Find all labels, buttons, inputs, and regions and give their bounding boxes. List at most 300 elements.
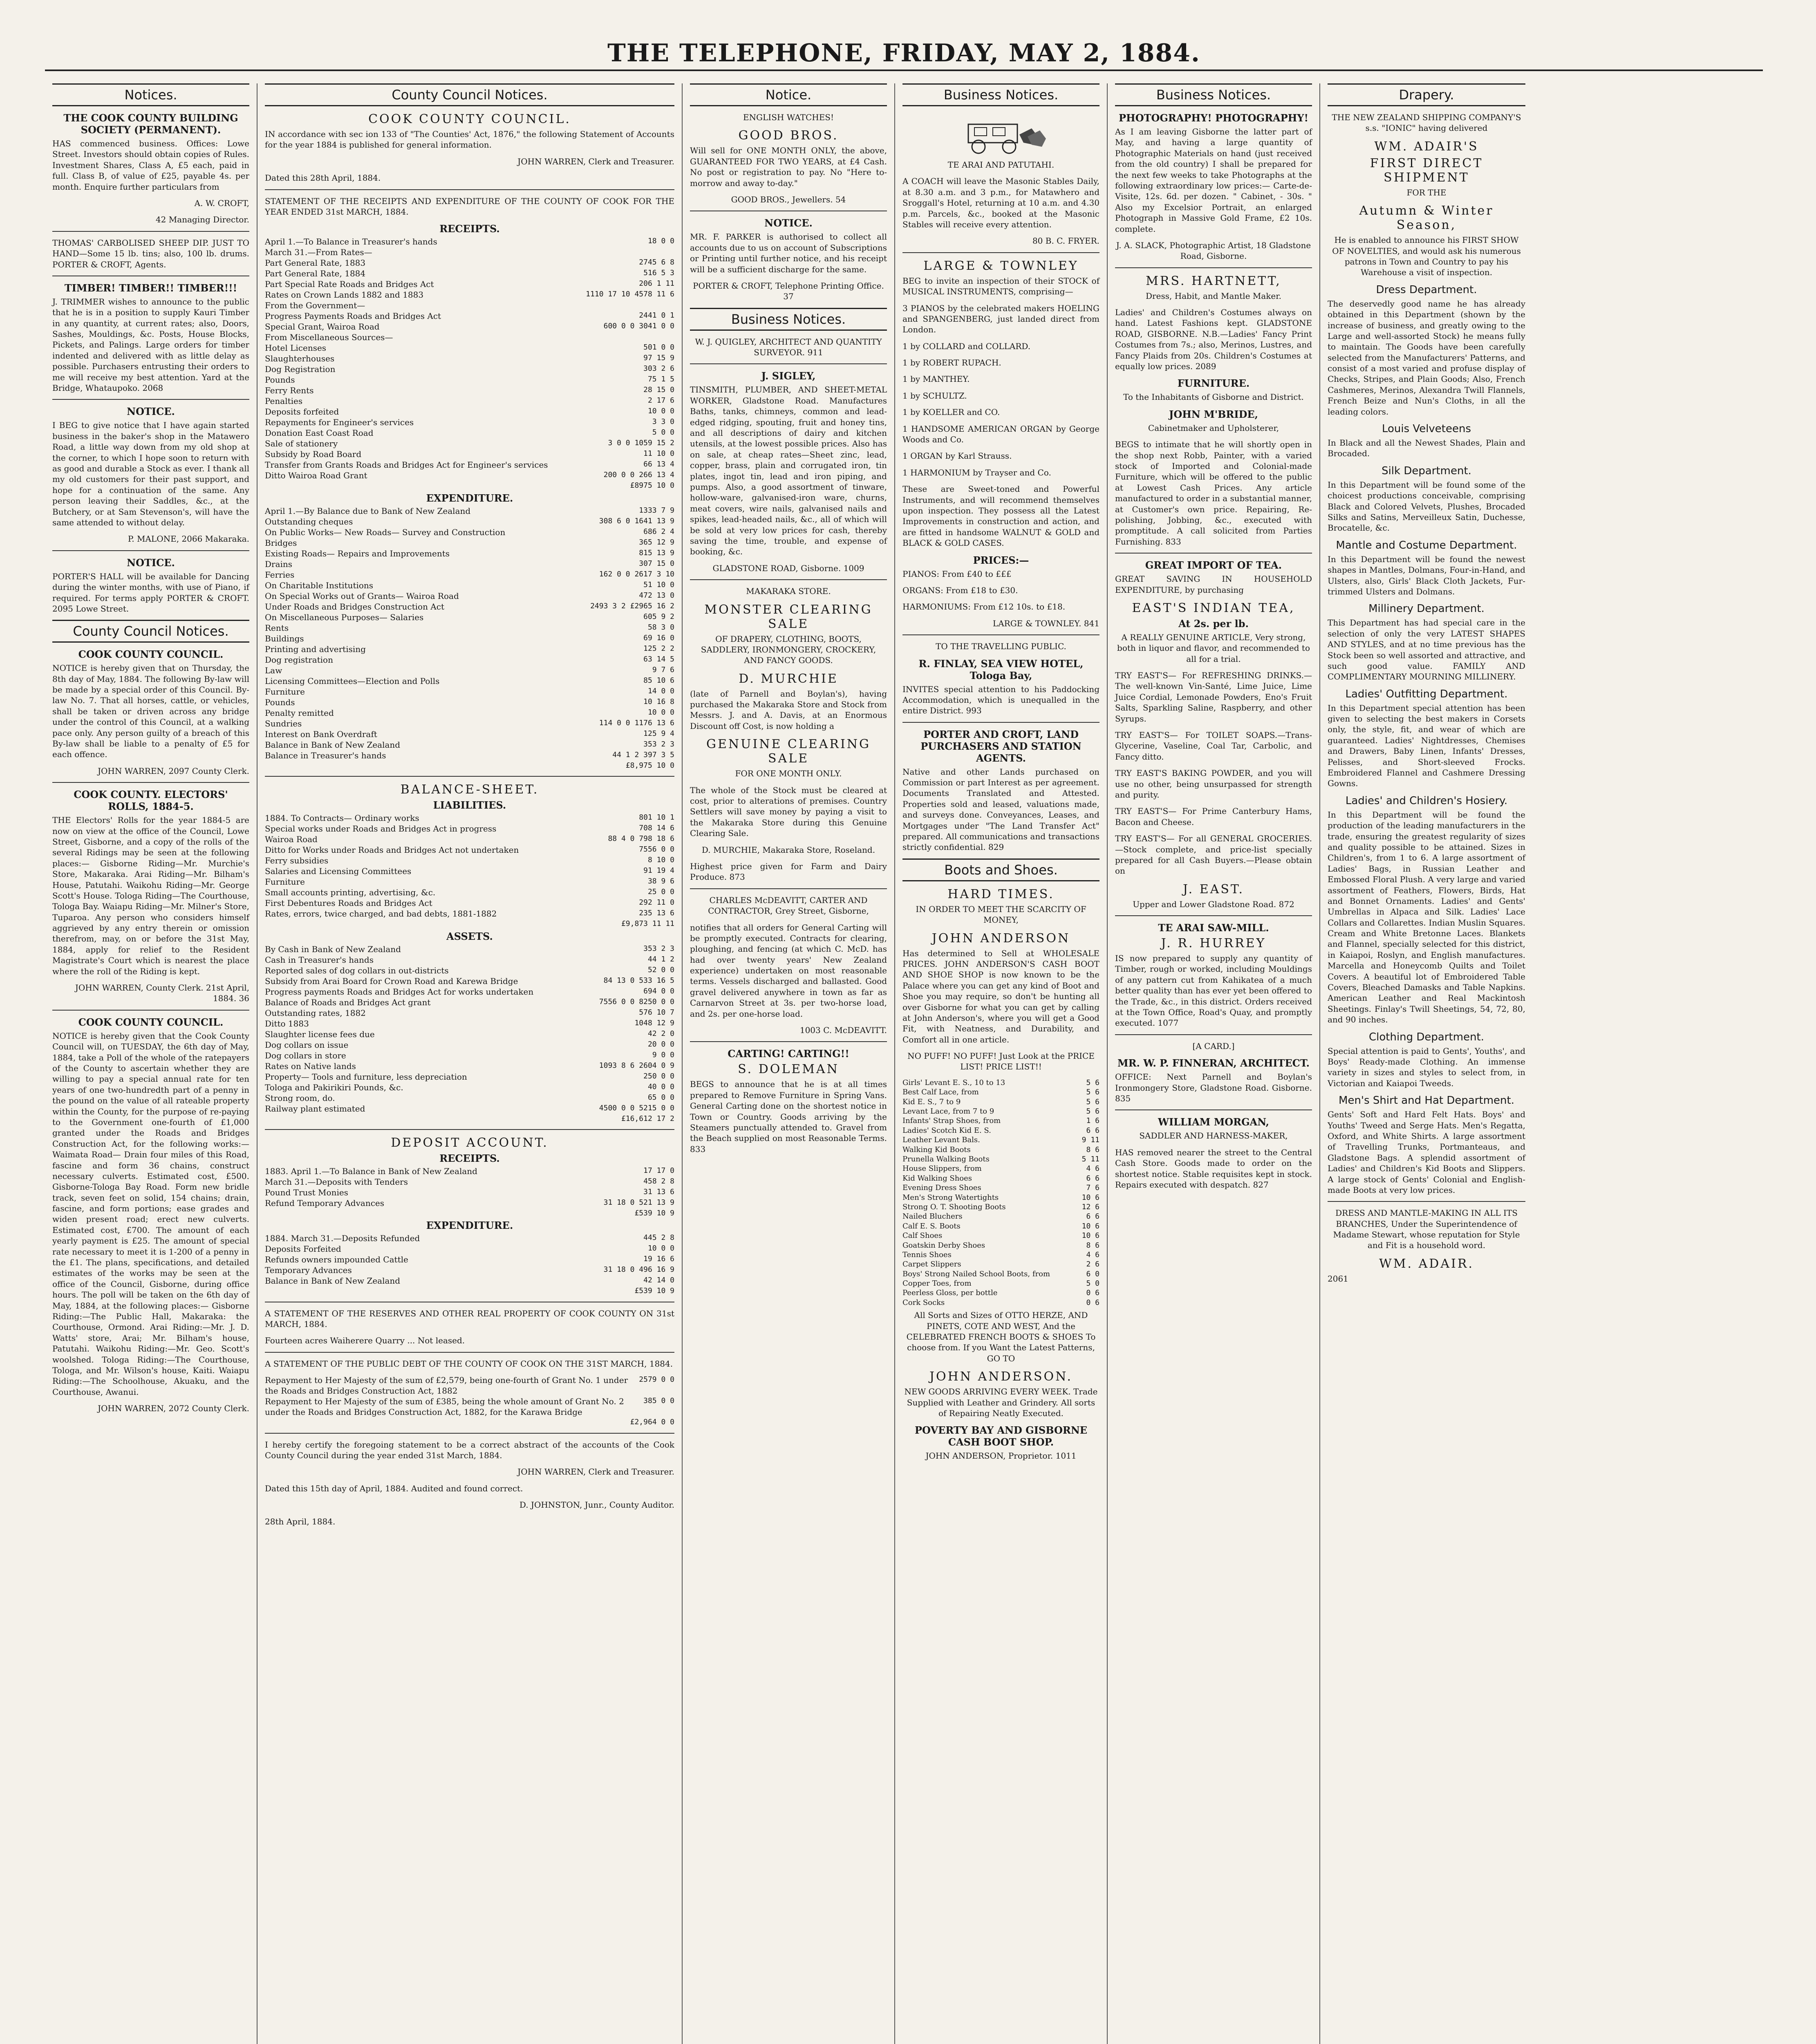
deposit-expenditure-heading: EXPENDITURE.: [426, 1219, 513, 1232]
price-item: Kid Walking Shoes: [902, 1174, 972, 1183]
ledger-label: Part General Rate, 1884: [265, 269, 366, 279]
ledger-amount: 31 13 6: [643, 1187, 674, 1196]
list-item: 1 by KOELLER and CO.: [902, 407, 1000, 417]
porter-croft-body: Native and other Lands purchased on Commission or part Interest as per agreement. Documents Translated and Attested. Properties sold and leased, valuations made, and surveys done. Conveyances, Leases, and Mortgages under "The Land Transfer Act" prepared. All communications and transactions strictly confidential. 829: [902, 766, 1099, 852]
ledger-row: [265, 1396, 674, 1417]
sigley-name: J. SIGLEY,: [761, 370, 816, 382]
ledger-amount: 85 10 6: [643, 676, 674, 685]
bylaw-body: NOTICE is hereby given that on Thursday, the 8th day of May, 1884. The following By-law will be made by a special order of this Council. By-law No. 7. That all horses, cattle, or vehicles, shall be taken or driven across any bridge under the control of this Council, at a walking pace only. Any person guilty of a breach of this By-law shall be liable to a penalty of £5 for each offence.: [52, 663, 249, 760]
ledger-row: [265, 740, 674, 750]
price-value: 6 6: [1086, 1212, 1099, 1221]
ledger-row: [265, 449, 674, 459]
ledger-row: [265, 976, 674, 986]
price-item: Goatskin Derby Shoes: [902, 1241, 985, 1250]
ledger-amount: 9 0 0: [652, 1050, 674, 1059]
ledger-amount: 708 14 6: [639, 824, 674, 833]
ledger-label: Part Special Rate Roads and Bridges Act: [265, 279, 434, 289]
sigley-sign: GLADSTONE ROAD, Gisborne. 1009: [712, 563, 864, 573]
sigley-body: TINSMITH, PLUMBER, AND SHEET-METAL WORKER, Gladstone Road. Manufactures Baths, tanks, chimneys, common and lead-edged ridging, spouting, fruit and honey tins, and all descriptions of dairy and kitchen utensils, at the lowest possible prices. Also has on sale, at cheap rates—Sheet zinc, lead, copper, brass, plain and corrugated iron, tin plates, ingot tin, lead and iron piping, and pumps. Also, a good assortment of tinware, hollow-ware, galvanised-iron ware, churns, meat covers, wire nails, galvanised nails and spikes, lead-headed nails, &c., all of which will be sold at very low prices for cash, thereby saving the time, trouble, and expense of booking, &c.: [690, 385, 887, 557]
ledger-row: [265, 1198, 674, 1208]
price-row: [902, 1097, 1099, 1107]
ledger-amount: 5 0 0: [652, 428, 674, 437]
department-body: In this Department will be found the production of the leading manufacturers in the trade, ensuring the greatest regularity of sizes and quality possible to be attained. Sizes in Children's, from 1 to 6. A large assortment of Ladies' Bags, in Russian Leather and Embossed Floral Plush. A very large and varied assortment of Feathers, Flowers, Birds, Hat and Bonnet Ornaments. Ladies' and Gents' Umbrellas in Alpaca and Silk. Ladies' Lace Collars and Collarettes. Indian Muslin Squares. Cream and White Bretonne Laces. Blankets and Flannel, specially selected for this district, in Kaiapoi, Roslyn, and English manufactures. Marcella and Honeycomb Quilts and Toilet Covers. A beautiful lot of Embroidered Table Covers, Bleached Damasks and Table Napkins. American Leather and Real Mackintosh Sheetings. Finlay's Twill Sheetings, 54, 72, 80, and 90 inches.: [1328, 809, 1525, 1025]
column-notices: [45, 83, 258, 2044]
ledger-row: [265, 343, 674, 353]
department-heading: Mantle and Costume Department.: [1336, 539, 1517, 551]
certify-signer: JOHN WARREN, Clerk and Treasurer.: [517, 1467, 674, 1477]
price-item: Leather Levant Bals.: [902, 1136, 980, 1145]
finlay-heading: TO THE TRAVELLING PUBLIC.: [936, 641, 1066, 652]
liabilities-heading: LIABILITIES.: [433, 799, 506, 811]
ledger-amount: 162 0 0 2617 3 10: [599, 569, 674, 578]
ledger-row: [265, 1008, 674, 1018]
ledger-label: Strong room, do.: [265, 1093, 335, 1103]
ledger-amount: 686 2 4: [643, 527, 674, 536]
ledger-label: Ferries: [265, 569, 295, 580]
deposit-receipts-table: [265, 1166, 674, 1218]
try-easts-list: [1115, 670, 1312, 876]
ledger-row: [265, 676, 674, 686]
bylaw-title: COOK COUNTY COUNCIL.: [78, 648, 224, 661]
receipts-heading: RECEIPTS.: [439, 223, 500, 235]
monster-sale: MONSTER CLEARING SALE: [704, 602, 873, 631]
finneran-body: OFFICE: Next Parnell and Boylan's Ironmongery Store, Gladstone Road. Gisborne. 835: [1115, 1072, 1312, 1103]
ledger-amount: 91 19 4: [643, 866, 674, 875]
ledger-amount: 365 12 9: [639, 538, 674, 547]
list-item: TRY EAST'S BAKING POWDER, and you will use no other, being unsurpassed for strength and purity.: [1115, 768, 1312, 800]
ledger-label: From the Government—: [265, 300, 365, 311]
ledger-label: Reported sales of dog collars in out-districts: [265, 965, 449, 975]
ledger-amount: 3 0 0 1059 15 2: [608, 439, 674, 448]
ledger-amount: 9 7 6: [652, 665, 674, 674]
department-body: The deservedly good name he has already obtained in this Department (shown by the increase of business, and greatly owing to the Large and well-assorted Stock) he means fully to maintain. The Goods have been carefully selected from the Manufacturers' Patterns, and consist of a most varied and profuse display of Checks, Stripes, and Plain Goods; Also, French Cashmeres, Merinos, Alexandra Twill Flannels, French Beize and Nun's Cloths, in all the leading colors.: [1328, 298, 1525, 417]
ledger-row: [265, 516, 674, 527]
ledger-amount: 88 4 0 798 18 6: [608, 834, 674, 843]
ledger-amount: 69 16 0: [643, 633, 674, 642]
ledger-amount: 2745 6 8: [639, 258, 674, 267]
ledger-amount: 44 1 2 397 3 5: [612, 750, 674, 759]
ledger-amount: 501 0 0: [643, 343, 674, 352]
certify-dated: Dated this 15th day of April, 1884. Audited and found correct.: [265, 1483, 523, 1493]
ledger-row: [265, 1244, 674, 1254]
deposit-receipts-heading: RECEIPTS.: [439, 1152, 500, 1164]
no-puff: NO PUFF! NO PUFF! Just Look at the PRICE LIST! PRICE LIST!!: [907, 1051, 1095, 1072]
column-heading: Drapery.: [1328, 83, 1525, 106]
mcdeavitt-body: notifies that all orders for General Carting will be promptly executed. Contracts for clearing, ploughing, and fencing (at which C. McD. has had over twenty years' New Zealand experience) undertaken on most reasonable terms. Vessels discharged and ballasted. Good gravel delivered anywhere in town as far as Carnarvon Street at 3s. per two-horse load, and 2s. per one-horse load.: [690, 922, 887, 1019]
notice-title: NOTICE.: [764, 217, 813, 229]
list-item: 1 by COLLARD and COLLARD.: [902, 341, 1031, 351]
ledger-label: Slaughterhouses: [265, 354, 335, 364]
ledger-row: [265, 417, 674, 428]
one-month: FOR ONE MONTH ONLY.: [735, 769, 842, 779]
ledger-amount: 31 18 0 521 13 9: [603, 1198, 674, 1207]
ledger-label: Existing Roads— Repairs and Improvements: [265, 548, 450, 558]
ledger-label: Penalty remitted: [265, 708, 334, 718]
department-heading: Ladies' Outfitting Department.: [1345, 688, 1508, 700]
ledger-label: First Debentures Roads and Bridges Act: [265, 898, 432, 908]
ledger-label: Pound Trust Monies: [265, 1187, 348, 1197]
ledger-row: [265, 1082, 674, 1093]
ledger-amount: £9,873 11 11: [621, 919, 674, 928]
rule: [265, 1433, 674, 1434]
price-row: [902, 1288, 1099, 1298]
mcdeavitt-sign: 1003 C. McDEAVITT.: [799, 1025, 887, 1035]
ledger-row: [265, 623, 674, 633]
assets-table: [265, 944, 674, 1123]
announce-text: He is enabled to announce his FIRST SHOW OF NOVELTIES, and would ask his numerous patrons in Town and Country to pay his Warehouse a visit of inspection.: [1332, 235, 1521, 278]
ledger-label: Balance in Bank of New Zealand: [265, 1276, 401, 1286]
ledger-amount: 10 0 0: [647, 708, 674, 717]
price-value: 0 6: [1086, 1298, 1099, 1307]
ledger-amount: 353 2 3: [643, 740, 674, 749]
price-item: Men's Strong Watertights: [902, 1193, 999, 1202]
ledger-row: [265, 481, 674, 490]
hard-times: HARD TIMES.: [947, 887, 1055, 901]
ledger-label: Sundries: [265, 718, 302, 728]
rule: [52, 782, 249, 783]
quigley-ad: W. J. QUIGLEY, ARCHITECT AND QUANTITY SURVEYOR. 911: [695, 336, 882, 358]
hartnett-title: MRS. HARTNETT,: [1146, 273, 1281, 288]
furniture-intro: To the Inhabitants of Gisborne and District.: [1123, 392, 1304, 402]
ledger-row: [265, 428, 674, 438]
statement-title: STATEMENT OF THE RECEIPTS AND EXPENDITURE OF THE COUNTY OF COOK FOR THE YEAR ENDED 31st MARCH, 1884.: [265, 196, 674, 217]
column-heading: Notice.: [690, 83, 887, 106]
ledger-label: Outstanding cheques: [265, 516, 353, 527]
ledger-row: [265, 718, 674, 729]
ledger-row: [265, 247, 674, 258]
column-heading: Notices.: [52, 83, 249, 106]
ledger-amount: £8975 10 0: [630, 481, 674, 490]
ledger-row: [265, 887, 674, 898]
ledger-row: [265, 459, 674, 470]
price-item: Evening Dress Shoes: [902, 1183, 981, 1192]
ledger-row: [265, 538, 674, 548]
list-item: TRY EAST'S— For REFRESHING DRINKS.—The well-known Vin-Santé, Lime Juice, Lime Juice Cordial, Lemonade Powders, Eno's Fruit Salts, Sparkling Saline, Raspberry, and other Syrups.: [1115, 670, 1312, 724]
ledger-label: Bridges: [265, 538, 297, 548]
price-value: 8 6: [1086, 1145, 1099, 1154]
price-row: [902, 1221, 1099, 1231]
ledger-row: [265, 1114, 674, 1123]
price-item: Girls' Levant E. S., 10 to 13: [902, 1078, 1005, 1087]
ledger-row: [265, 438, 674, 449]
rule: [690, 579, 887, 580]
price-value: 8 6: [1086, 1241, 1099, 1250]
section-heading: Boots and Shoes.: [902, 858, 1099, 881]
ledger-amount: 1093 8 6 2604 0 9: [599, 1061, 674, 1070]
adair-sign: WM. ADAIR.: [1379, 1256, 1474, 1271]
rule: [1328, 1201, 1525, 1202]
ledger-row: [265, 866, 674, 876]
timber-title: TIMBER! TIMBER!! TIMBER!!!: [64, 282, 237, 294]
ledger-label: April 1.—To Balance in Treasurer's hands: [265, 237, 437, 247]
ledger-amount: 40 0 0: [647, 1082, 674, 1091]
coach-sign: 80 B. C. FRYER.: [1032, 236, 1099, 246]
price-row: [902, 1116, 1099, 1125]
hartnett-body: Ladies' and Children's Costumes always on hand. Latest Fashions kept. GLADSTONE ROAD, GISBORNE. N.B.—Ladies' Fancy Print Costumes from 7s.; also, Merinos, Lustres, and Fancy Plaids from 20s. Children's Costumes at equally low prices. 2089: [1115, 307, 1312, 372]
price-item: Strong O. T. Shooting Boots: [902, 1202, 1006, 1211]
ledger-amount: 10 16 8: [643, 697, 674, 706]
ledger-label: By Cash in Bank of New Zealand: [265, 944, 401, 954]
ledger-amount: 353 2 3: [643, 944, 674, 953]
ledger-row: [265, 1018, 674, 1029]
ledger-label: March 31.—Deposits with Tenders: [265, 1177, 408, 1187]
ledger-label: Buildings: [265, 633, 304, 643]
columns: [45, 83, 1763, 2044]
tea-name: EAST'S INDIAN TEA,: [1132, 601, 1295, 615]
ledger-amount: 38 9 6: [647, 877, 674, 886]
ledger-row: [265, 1103, 674, 1114]
ledger-row: [265, 268, 674, 279]
price-row: [902, 1087, 1099, 1097]
ledger-amount: 250 0 0: [643, 1071, 674, 1080]
ledger-label: Property— Tools and furniture, less depreciation: [265, 1071, 467, 1082]
ledger-row: [265, 955, 674, 965]
makaraka-store: MAKARAKA STORE.: [746, 586, 831, 596]
ledger-label: Progress Payments Roads and Bridges Act: [265, 311, 441, 321]
ledger-label: Dog Registration: [265, 364, 336, 374]
column-business-notices-2: [1108, 83, 1320, 2044]
ledger-label: Ditto Wairoa Road Grant: [265, 471, 367, 481]
photo-title: PHOTOGRAPHY! PHOTOGRAPHY!: [1118, 112, 1309, 124]
ledger-row: [265, 633, 674, 644]
building-society-signer: A. W. CROFT,: [194, 198, 249, 208]
debt-table: [265, 1375, 674, 1427]
anderson-name-2: JOHN ANDERSON.: [929, 1369, 1073, 1384]
ledger-row: [265, 1029, 674, 1040]
list-item: 1 ORGAN by Karl Strauss.: [902, 451, 1012, 461]
genuine-sale: GENUINE CLEARING SALE: [706, 737, 871, 766]
watches-body: Will sell for ONE MONTH ONLY, the above, GUARANTEED FOR TWO YEARS, at £4 Cash. No post or registration to pay. No "Here to-morrow and away to-day.": [690, 146, 887, 188]
list-item: 1 by SCHULTZ.: [902, 390, 967, 401]
department-heading: Men's Shirt and Hat Department.: [1339, 1094, 1514, 1107]
furniture-heading: FURNITURE.: [1177, 377, 1250, 390]
ledger-amount: 66 13 4: [643, 460, 674, 469]
watches-title: ENGLISH WATCHES!: [743, 112, 834, 122]
ledger-label: On Miscellaneous Purposes— Salaries: [265, 612, 424, 622]
ledger-label: Tologa and Pakirikiri Pounds, &c.: [265, 1082, 403, 1092]
ledger-amount: 19 16 6: [643, 1255, 674, 1264]
ledger-amount: 303 2 6: [643, 364, 674, 373]
building-society-role: 42 Managing Director.: [155, 215, 249, 225]
hall-notice-title: NOTICE.: [127, 556, 175, 569]
drapery-intro: THE NEW ZEALAND SHIPPING COMPANY'S s.s. "IONIC" having delivered: [1332, 112, 1521, 133]
doleman-body: BEGS to announce that he is at all times prepared to Remove Furniture in Spring Vans. General Carting done on the shortest notice in Town or Country. Goods arriving by the Steamers punctually attended to. Gravel from the Beach supplied on most Reasonable Terms. 833: [690, 1079, 887, 1154]
ledger-amount: 84 13 0 533 16 5: [603, 976, 674, 985]
expenditure-heading: EXPENDITURE.: [426, 492, 513, 504]
sheep-dip-ad: THOMAS' CARBOLISED SHEEP DIP. JUST TO HAND—Some 15 lb. tins; also, 100 lb. drums. PORTER & CROFT, Agents.: [52, 238, 249, 269]
for-the: FOR THE: [1406, 187, 1447, 197]
ledger-amount: 25 0 0: [647, 888, 674, 896]
expenditure-table: [265, 506, 674, 770]
ledger-row: [265, 898, 674, 908]
card-label: [A CARD.]: [1192, 1041, 1235, 1051]
accounts-dated: Dated this 28th April, 1884.: [265, 173, 381, 183]
sawmill-heading: TE ARAI SAW-MILL.: [1158, 922, 1269, 934]
murchie-body: (late of Parnell and Boylan's), having purchased the Makaraka Store and Stock from Messrs. J. and A. Davis, at an Enormous Discount off Cost, is now holding a: [690, 688, 887, 731]
ledger-row: [265, 1275, 674, 1286]
assets-heading: ASSETS.: [446, 930, 493, 942]
list-item: 1 by MANTHEY.: [902, 374, 970, 384]
price-item: Carpet Slippers: [902, 1260, 961, 1269]
department-body: In this Department will be found some of the choicest productions conceivable, comprising Black and Colored Velvets, Plushes, Brocaded Silks and Satins, Merveilleux Satin, Duchesse, Brocatelle, &c.: [1328, 480, 1525, 533]
price-row: [902, 1250, 1099, 1260]
department-body: In this Department will be found the newest shapes in Mantles, Dolmans, Four-in-Hand, and Ulsters, also, Girls' Black Cloth Jackets, Fur-trimmed Ulsters and Dolmans.: [1328, 554, 1525, 596]
ledger-row: [265, 364, 674, 374]
rule: [690, 363, 887, 364]
price-value: 0 6: [1086, 1289, 1099, 1298]
first-shipment: FIRST DIRECT SHIPMENT: [1370, 156, 1483, 185]
list-item: TRY EAST'S— For Prime Canterbury Hams, Bacon and Cheese.: [1115, 806, 1312, 827]
ledger-amount: 2441 0 1: [639, 311, 674, 320]
ledger-amount: 65 0 0: [647, 1093, 674, 1102]
ledger-amount: 1333 7 9: [639, 506, 674, 515]
large-townley-sign: LARGE & TOWNLEY. 841: [992, 618, 1099, 628]
ledger-label: Deposits Forfeited: [265, 1244, 341, 1254]
ledger-amount: 10 0 0: [647, 1244, 674, 1253]
hurrey-name: J. R. HURREY: [1161, 936, 1266, 951]
price-item: Kid E. S., 7 to 9: [902, 1097, 961, 1106]
department-body: In Black and all the Newest Shades, Plain and Brocaded.: [1328, 438, 1525, 459]
ledger-label: On Public Works— New Roads— Survey and Construction: [265, 527, 506, 537]
carting-title: CARTING! CARTING!!: [728, 1048, 849, 1060]
murchie-foot: Highest price given for Farm and Dairy Produce. 873: [690, 861, 887, 882]
price-item: Prunella Walking Boots: [902, 1155, 990, 1163]
receipts-table: [265, 236, 674, 490]
ledger-row: [265, 1375, 674, 1396]
column-heading: Business Notices.: [1115, 83, 1312, 106]
accounts-intro: IN accordance with sec ion 133 of "The Counties' Act, 1876," the following Statement of Accounts for the year 1884 is published for general information.: [265, 129, 674, 150]
bylaw-signer: JOHN WARREN, 2097 County Clerk.: [98, 766, 249, 776]
ledger-row: [265, 374, 674, 385]
ledger-label: Outstanding rates, 1882: [265, 1008, 366, 1018]
reserves-line: Fourteen acres Waiherere Quarry ... Not leased.: [265, 1336, 465, 1346]
deposit-expenditure-table: [265, 1233, 674, 1295]
ledger-row: [265, 580, 674, 591]
doleman-name: S. DOLEMAN: [738, 1062, 839, 1077]
department-body: In this Department special attention has been given to selecting the best makers in Corsets only, the style, fit, and wear of which are guaranteed. Ladies' Nightdresses, Chemises and Drawers, Baby Linen, Infants' Dresses, Pelisses, and Short-sleeved Frocks. Embroidered Flannel and Cashmere Dressing Gowns.: [1328, 703, 1525, 789]
ledger-amount: 2579 0 0: [639, 1375, 674, 1384]
ledger-label: Interest on Bank Overdraft: [265, 729, 377, 739]
price-item: Infants' Strap Shoes, from: [902, 1116, 1001, 1125]
ledger-row: [265, 506, 674, 516]
ledger-label: Printing and advertising: [265, 644, 366, 654]
morgan-body: HAS removed nearer the street to the Central Cash Store. Goods made to order on the shortest notice. Stable requisites kept in stock. Repairs executed with despatch. 827: [1115, 1147, 1312, 1190]
tea-body-2: A REALLY GENUINE ARTICLE, Very strong, both in liquor and flavor, and recommended to all for a trial.: [1117, 632, 1310, 664]
morgan-name: WILLIAM MORGAN,: [1158, 1116, 1269, 1128]
price-value: 5 6: [1086, 1097, 1099, 1106]
list-item: 3 PIANOS by the celebrated makers HOELING and SPANGENBERG, just landed direct from London.: [902, 303, 1099, 335]
ledger-row: [265, 1166, 674, 1177]
poll-title: COOK COUNTY COUNCIL.: [78, 1016, 224, 1028]
ledger-label: Refunds owners impounded Cattle: [265, 1255, 408, 1265]
ledger-label: Donation East Coast Road: [265, 428, 374, 438]
ledger-amount: 75 1 5: [647, 375, 674, 384]
price-row: [902, 1164, 1099, 1173]
section-heading: County Council Notices.: [52, 620, 249, 643]
anderson-body: Has determined to Sell at WHOLESALE PRICES. JOHN ANDERSON'S CASH BOOT AND SHOE SHOP is now known to be the Palace where you can get any kind of Boot and Shoe you may require, so don't be hunting all over Gisborne for what you can get by calling at John Anderson's, where you will get a Good Fit, with Neatness, and Durability, and Comfort all in one article.: [902, 948, 1099, 1044]
east-name: J. EAST.: [1182, 882, 1245, 896]
coach-engraving: [952, 112, 1050, 157]
price-item: Boys' Strong Nailed School Boots, from: [902, 1269, 1050, 1278]
price-item: Copper Toes, from: [902, 1279, 972, 1288]
department-heading: Millinery Department.: [1368, 603, 1485, 615]
ledger-label: April 1.—By Balance due to Bank of New Zealand: [265, 506, 471, 516]
price-value: 12 6: [1082, 1202, 1099, 1211]
ledger-amount: 42 14 0: [643, 1276, 674, 1285]
watches-name: GOOD BROS.: [738, 128, 839, 143]
ledger-label: Repayment to Her Majesty of the sum of £2,579, being one-fourth of Grant No. 1 under the Roads and Bridges Construction Act, 1882: [265, 1375, 628, 1396]
ledger-amount: 28 15 0: [643, 385, 674, 394]
ledger-row: [265, 332, 674, 343]
price-value: 2 6: [1086, 1260, 1099, 1269]
ledger-label: Ferry subsidies: [265, 856, 329, 866]
ledger-label: Ditto 1883: [265, 1018, 309, 1029]
ledger-label: Part General Rate, 1883: [265, 258, 366, 268]
ledger-label: Balance in Treasurer's hands: [265, 750, 386, 760]
ledger-row: [265, 601, 674, 612]
ledger-label: Temporary Advances: [265, 1265, 352, 1275]
price-row: [902, 1183, 1099, 1192]
ledger-amount: 458 2 8: [643, 1177, 674, 1186]
rule: [902, 252, 1099, 253]
ledger-amount: 52 0 0: [647, 965, 674, 974]
ledger-row: [265, 761, 674, 770]
rule: [52, 399, 249, 400]
instrument-prices: [902, 569, 1099, 612]
ledger-label: Balance in Bank of New Zealand: [265, 740, 401, 750]
large-townley-title: LARGE & TOWNLEY: [923, 258, 1079, 273]
ledger-row: [265, 823, 674, 834]
notice-title: NOTICE.: [127, 406, 175, 418]
ledger-amount: 4500 0 0 5215 0 0: [599, 1103, 674, 1112]
mcbride-name: JOHN M'BRIDE,: [1169, 408, 1258, 420]
price-value: 4 6: [1086, 1250, 1099, 1259]
ledger-amount: 11 10 0: [643, 449, 674, 458]
anderson-name: JOHN ANDERSON: [932, 931, 1070, 946]
price-row: [902, 1269, 1099, 1279]
rule: [690, 888, 887, 889]
building-society-title: THE COOK COUNTY BUILDING SOCIETY (PERMANENT).: [63, 112, 238, 136]
masthead: THE TELEPHONE, FRIDAY, MAY 2, 1884.: [45, 37, 1763, 71]
rule: [1115, 267, 1312, 268]
ledger-amount: 307 15 0: [639, 559, 674, 568]
timber-body: J. TRIMMER wishes to announce to the public that he is in a position to supply Kauri Timber in any quantity, at current rates; also, Doors, Sashes, Mouldings, &c. Posts, House Blocks, Pickets, and Palings. Large orders for timber indented and delivered with as little delay as possible. Purchasers entrusting their orders to me will receive my best attention. Yard at the Bridge, Whataupoko. 2068: [52, 296, 249, 393]
ledger-amount: 292 11 0: [639, 898, 674, 907]
ledger-amount: 815 13 9: [639, 548, 674, 557]
column-drapery: [1320, 83, 1533, 2044]
ledger-row: [265, 258, 674, 268]
ledger-row: [265, 750, 674, 761]
anderson-intro: IN ORDER TO MEET THE SCARCITY OF MONEY,: [916, 904, 1086, 925]
ledger-row: [265, 406, 674, 417]
ledger-label: Law: [265, 665, 282, 675]
price-row: [902, 1193, 1099, 1202]
finlay-name: R. FINLAY, SEA VIEW HOTEL, Tologa Bay,: [918, 657, 1084, 681]
tea-body: GREAT SAVING IN HOUSEHOLD EXPENDITURE, by purchasing: [1115, 574, 1312, 595]
ledger-amount: 31 18 0 496 16 9: [603, 1265, 674, 1274]
ledger-row: [265, 321, 674, 332]
price-item: House Slippers, from: [902, 1164, 982, 1173]
auditor-signer: D. JOHNSTON, Junr., County Auditor.: [519, 1500, 674, 1510]
rule: [265, 776, 674, 777]
price-value: 5 11: [1082, 1155, 1099, 1163]
mcbride-body: BEGS to intimate that he will shortly open in the shop next Robb, Painter, with a varied stock of Imported and Colonial-made Furniture, which will be offered to the public at Lowest Cash Prices. Any article manufactured to order in a substantial manner, at Customer's own price. Repairing, Re-polishing, Jobbing, &c., executed with promptitude. A call solicited from Parties Furnishing. 833: [1115, 439, 1312, 547]
price-value: 6 6: [1086, 1174, 1099, 1183]
rule: [690, 1041, 887, 1042]
ledger-amount: 445 2 8: [643, 1233, 674, 1242]
ledger-amount: 2 17 6: [647, 396, 674, 405]
price-value: 6 0: [1086, 1269, 1099, 1278]
